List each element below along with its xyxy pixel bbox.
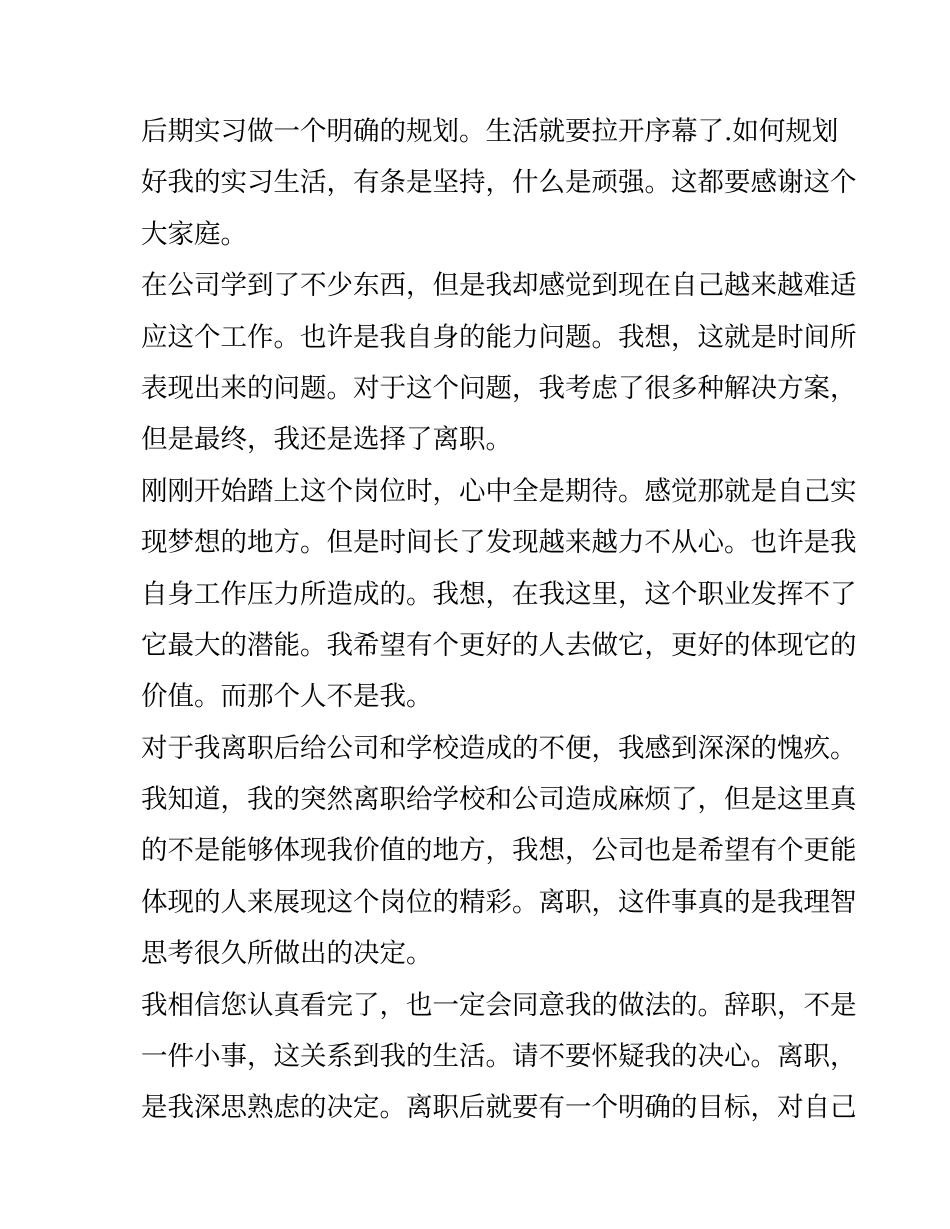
text-line: 自身工作压力所造成的。我想，在我这里，这个职业发挥不了 (141, 578, 857, 610)
text-line: 大家庭。 (141, 218, 247, 250)
text-line: 表现出来的问题。对于这个问题，我考虑了很多种解决方案， (141, 372, 857, 404)
text-line: 思考很久所做出的决定。 (141, 938, 433, 970)
text-line: 但是最终，我还是选择了离职。 (141, 424, 512, 456)
text-line: 一件小事，这关系到我的生活。请不要怀疑我的决心。离职， (141, 1041, 857, 1073)
text-line: 在公司学到了不少东西，但是我却感觉到现在自己越来越难适 (141, 270, 857, 302)
text-line: 它最大的潜能。我希望有个更好的人去做它，更好的体现它的 (141, 629, 857, 661)
text-line: 我相信您认真看完了，也一定会同意我的做法的。辞职，不是 (141, 989, 857, 1021)
text-line: 我知道，我的突然离职给学校和公司造成麻烦了，但是这里真 (141, 784, 857, 816)
text-line: 对于我离职后给公司和学校造成的不便，我感到深深的愧疚。 (141, 732, 857, 764)
text-line: 价值。而那个人不是我。 (141, 681, 433, 713)
document-body (141, 106, 857, 1134)
text-line: 体现的人来展现这个岗位的精彩。离职，这件事真的是我理智 (141, 886, 857, 918)
text-line: 后期实习做一个明确的规划。生活就要拉开序幕了.如何规划 (141, 116, 839, 147)
text-line: 好我的实习生活，有条是坚持，什么是顽强。这都要感谢这个 (141, 167, 857, 199)
text-line: 应这个工作。也许是我自身的能力问题。我想，这就是时间所 (141, 321, 857, 353)
text-line: 的不是能够体现我价值的地方，我想，公司也是希望有个更能 (141, 835, 857, 867)
text-line: 刚刚开始踏上这个岗位时，心中全是期待。感觉那就是自己实 (141, 475, 857, 507)
text-line: 是我深思熟虑的决定。离职后就要有一个明确的目标，对自己 (141, 1092, 857, 1124)
text-line: 现梦想的地方。但是时间长了发现越来越力不从心。也许是我 (141, 527, 857, 559)
